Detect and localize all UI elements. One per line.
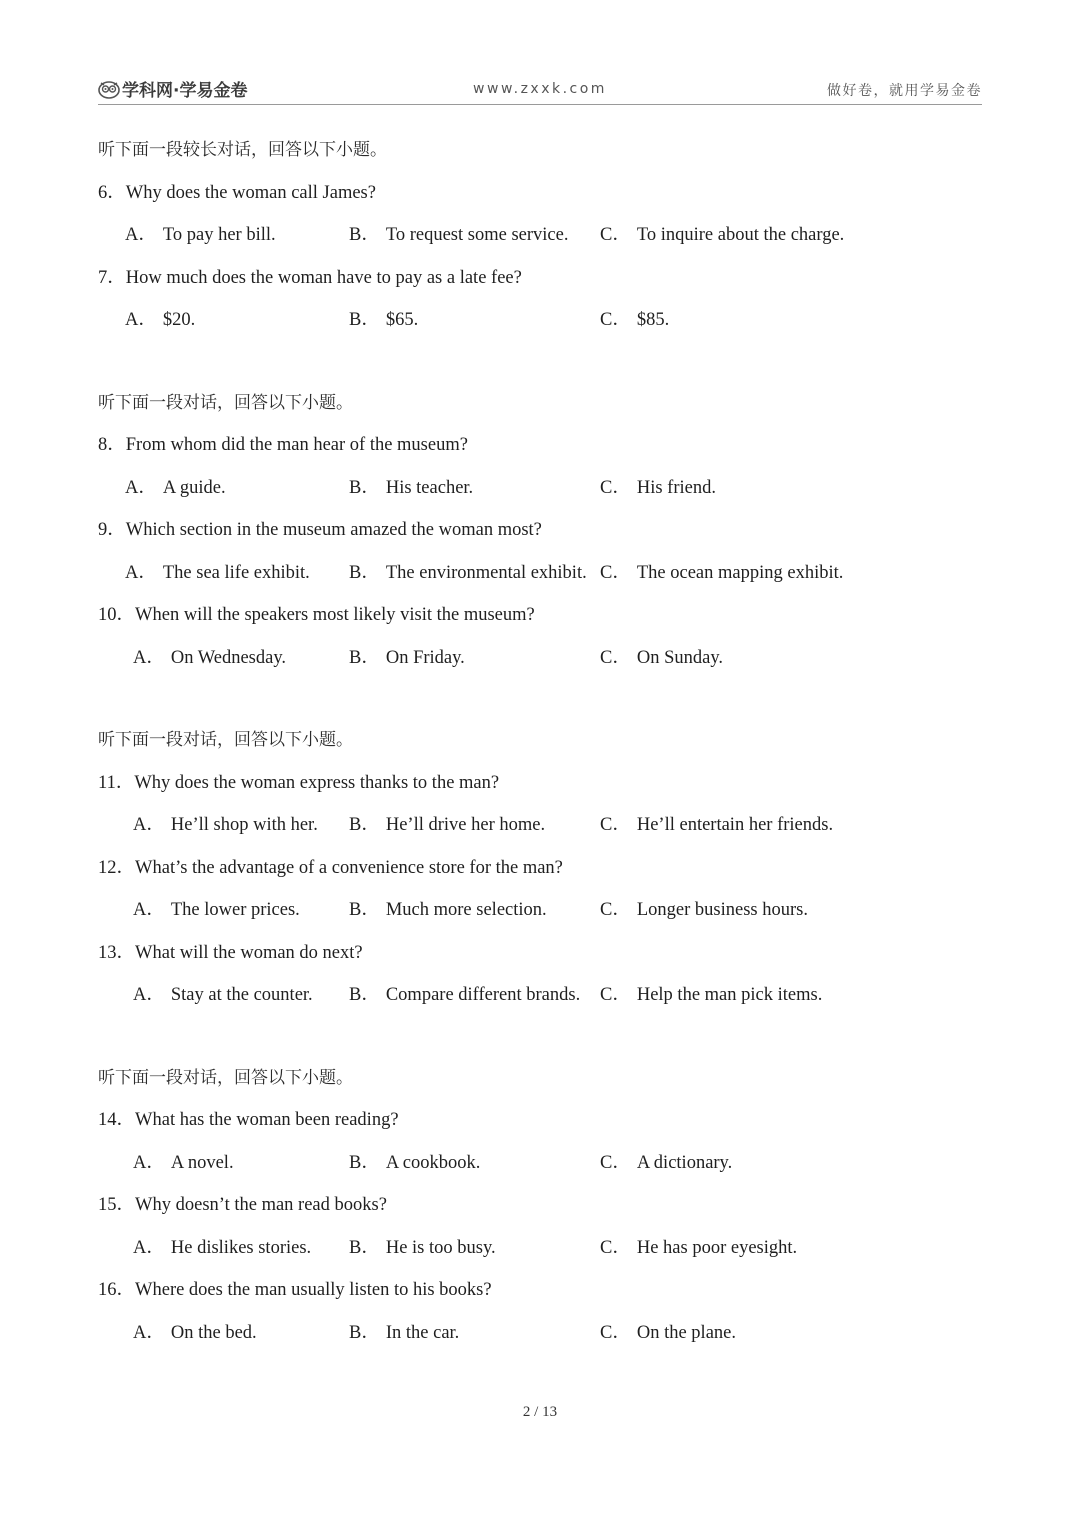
question-text: Which section in the museum amazed the woman most? bbox=[125, 520, 542, 540]
question-number: 14． bbox=[98, 1110, 136, 1130]
option-text: His teacher. bbox=[385, 477, 474, 498]
option-a bbox=[133, 980, 313, 1010]
option-text: Help the man pick items. bbox=[636, 985, 823, 1005]
header-slogan: 做好卷，就用学易金卷 bbox=[827, 83, 982, 99]
option-letter: B． bbox=[349, 985, 380, 1005]
option-text: To request some service. bbox=[385, 225, 569, 245]
question-text: Where does the man usually listen to his books? bbox=[135, 1280, 492, 1300]
option-text: The environmental exhibit. bbox=[385, 562, 587, 583]
answer-options bbox=[98, 473, 982, 516]
option-c bbox=[600, 1318, 736, 1348]
option-b bbox=[349, 1233, 496, 1263]
question-text: How much does the woman have to pay as a late fee? bbox=[125, 267, 522, 288]
option-b bbox=[349, 558, 587, 588]
question-stem bbox=[98, 515, 982, 558]
option-c bbox=[600, 643, 723, 673]
option-letter: B． bbox=[349, 1322, 380, 1343]
answer-options bbox=[98, 810, 982, 853]
exam-content bbox=[98, 135, 982, 1400]
answer-options bbox=[98, 1148, 982, 1191]
section-instruction: 听下面一段对话，回答以下小题。 bbox=[98, 1067, 353, 1088]
option-letter: A． bbox=[133, 1322, 165, 1343]
section-instruction: 听下面一段对话，回答以下小题。 bbox=[98, 392, 353, 413]
option-letter: A． bbox=[133, 1237, 165, 1258]
answer-options bbox=[98, 558, 982, 601]
option-text: On Wednesday. bbox=[170, 647, 287, 668]
option-a bbox=[133, 1233, 311, 1263]
question-text: From whom did the man hear of the museum? bbox=[125, 435, 468, 455]
option-text: A novel. bbox=[170, 1152, 234, 1173]
site-url: www.zxxk.com bbox=[473, 81, 607, 97]
option-b bbox=[349, 220, 568, 250]
option-c bbox=[600, 810, 833, 840]
option-letter: B． bbox=[349, 225, 380, 245]
question-number: 6． bbox=[98, 182, 126, 203]
question-number: 7． bbox=[98, 267, 126, 288]
question-section bbox=[98, 135, 982, 348]
question-section bbox=[98, 388, 982, 686]
option-letter: C． bbox=[600, 985, 631, 1005]
option-letter: C． bbox=[600, 310, 631, 330]
option-letter: C． bbox=[600, 562, 631, 583]
answer-options bbox=[98, 643, 982, 686]
option-text: The ocean mapping exhibit. bbox=[636, 562, 844, 583]
question-text: What has the woman been reading? bbox=[135, 1110, 399, 1130]
option-text: A cookbook. bbox=[385, 1152, 481, 1173]
question-text: Why does the woman express thanks to the man? bbox=[134, 772, 500, 793]
option-text: The sea life exhibit. bbox=[162, 562, 310, 583]
option-letter: B． bbox=[349, 815, 380, 835]
option-text: The lower prices. bbox=[170, 900, 300, 920]
question-stem bbox=[98, 1190, 982, 1233]
option-letter: A． bbox=[133, 647, 165, 668]
option-c bbox=[600, 305, 669, 335]
question-number: 15． bbox=[98, 1195, 136, 1215]
option-letter: B． bbox=[349, 900, 380, 920]
question-number: 12． bbox=[98, 857, 136, 878]
option-text: On the plane. bbox=[636, 1322, 736, 1343]
page-number: 2 / 13 bbox=[522, 1404, 558, 1420]
option-letter: A． bbox=[133, 900, 165, 920]
option-text: He dislikes stories. bbox=[170, 1237, 312, 1258]
option-letter: B． bbox=[349, 1237, 380, 1258]
question-stem bbox=[98, 938, 982, 981]
question-text: Why doesn’t the man read books? bbox=[135, 1195, 387, 1215]
option-letter: C． bbox=[600, 477, 631, 498]
option-a bbox=[125, 220, 276, 250]
option-text: To pay her bill. bbox=[162, 225, 276, 245]
option-b bbox=[349, 810, 545, 840]
option-a bbox=[125, 305, 195, 335]
question-number: 9． bbox=[98, 520, 126, 540]
option-text: $65. bbox=[385, 310, 419, 330]
option-a bbox=[133, 810, 318, 840]
option-text: A guide. bbox=[162, 477, 226, 498]
question-text: What will the woman do next? bbox=[135, 942, 363, 963]
answer-options bbox=[98, 895, 982, 938]
option-b bbox=[349, 895, 547, 925]
option-c bbox=[600, 895, 808, 925]
question-stem bbox=[98, 430, 982, 473]
answer-options bbox=[98, 1318, 982, 1361]
option-text: On the bed. bbox=[170, 1322, 257, 1343]
question-text: Why does the woman call James? bbox=[125, 182, 376, 203]
option-text: Much more selection. bbox=[385, 900, 547, 920]
option-text: Stay at the counter. bbox=[170, 985, 313, 1005]
option-text: In the car. bbox=[385, 1322, 460, 1343]
option-letter: B． bbox=[349, 562, 380, 583]
option-letter: A． bbox=[125, 310, 157, 330]
option-text: He’ll entertain her friends. bbox=[636, 815, 834, 835]
answer-options bbox=[98, 980, 982, 1023]
option-text: He’ll drive her home. bbox=[385, 815, 546, 835]
option-letter: B． bbox=[349, 310, 380, 330]
option-text: He’ll shop with her. bbox=[170, 815, 318, 835]
option-letter: A． bbox=[133, 815, 165, 835]
option-letter: B． bbox=[349, 1152, 380, 1173]
option-a bbox=[133, 643, 286, 673]
option-a bbox=[125, 558, 310, 588]
question-number: 11． bbox=[98, 772, 135, 793]
question-text: What’s the advantage of a convenience store for the man? bbox=[135, 857, 563, 878]
option-c bbox=[600, 980, 822, 1010]
option-text: His friend. bbox=[636, 477, 716, 498]
question-stem bbox=[98, 1105, 982, 1148]
question-section bbox=[98, 1063, 982, 1361]
option-b bbox=[349, 305, 418, 335]
question-stem bbox=[98, 263, 982, 306]
page-header bbox=[98, 74, 982, 105]
option-letter: C． bbox=[600, 1237, 631, 1258]
option-a bbox=[133, 1148, 234, 1178]
question-stem bbox=[98, 1275, 982, 1318]
option-a bbox=[133, 1318, 257, 1348]
option-text: Longer business hours. bbox=[636, 900, 808, 920]
brand-name: 学科网·学易金卷 bbox=[122, 81, 248, 101]
option-text: On Friday. bbox=[385, 647, 465, 668]
option-text: Compare different brands. bbox=[385, 985, 581, 1005]
option-letter: A． bbox=[125, 562, 157, 583]
option-a bbox=[133, 895, 300, 925]
option-letter: B． bbox=[349, 647, 380, 668]
option-letter: A． bbox=[133, 985, 165, 1005]
option-text: To inquire about the charge. bbox=[636, 225, 845, 245]
option-text: On Sunday. bbox=[636, 647, 724, 668]
option-text: He is too busy. bbox=[385, 1237, 496, 1258]
question-section bbox=[98, 725, 982, 1023]
option-text: $20. bbox=[162, 310, 196, 330]
question-stem bbox=[98, 768, 982, 811]
section-instruction: 听下面一段对话，回答以下小题。 bbox=[98, 730, 353, 750]
option-b bbox=[349, 643, 465, 673]
option-b bbox=[349, 980, 580, 1010]
question-text: When will the speakers most likely visit the museum? bbox=[135, 605, 535, 625]
option-text: $85. bbox=[636, 310, 670, 330]
option-letter: C． bbox=[600, 815, 631, 835]
option-c bbox=[600, 1148, 732, 1178]
answer-options bbox=[98, 305, 982, 348]
option-letter: C． bbox=[600, 900, 631, 920]
option-c bbox=[600, 220, 844, 250]
option-letter: A． bbox=[125, 225, 157, 245]
option-letter: A． bbox=[125, 477, 157, 498]
option-letter: C． bbox=[600, 647, 631, 668]
option-b bbox=[349, 473, 473, 503]
question-number: 16． bbox=[98, 1280, 136, 1300]
option-letter: C． bbox=[600, 225, 631, 245]
option-c bbox=[600, 473, 716, 503]
option-letter: B． bbox=[349, 477, 380, 498]
option-letter: C． bbox=[600, 1322, 631, 1343]
question-stem bbox=[98, 178, 982, 221]
option-b bbox=[349, 1318, 459, 1348]
option-a bbox=[125, 473, 226, 503]
option-letter: A． bbox=[133, 1152, 165, 1173]
answer-options bbox=[98, 220, 982, 263]
section-instruction: 听下面一段较长对话，回答以下小题。 bbox=[98, 140, 387, 160]
question-stem bbox=[98, 853, 982, 896]
question-number: 8． bbox=[98, 435, 126, 455]
question-stem bbox=[98, 600, 982, 643]
option-text: A dictionary. bbox=[636, 1152, 733, 1173]
question-number: 13． bbox=[98, 942, 136, 963]
option-c bbox=[600, 1233, 797, 1263]
option-letter: C． bbox=[600, 1152, 631, 1173]
answer-options bbox=[98, 1233, 982, 1276]
question-number: 10． bbox=[98, 605, 136, 625]
option-text: He has poor eyesight. bbox=[636, 1237, 798, 1258]
option-c bbox=[600, 558, 843, 588]
option-b bbox=[349, 1148, 480, 1178]
